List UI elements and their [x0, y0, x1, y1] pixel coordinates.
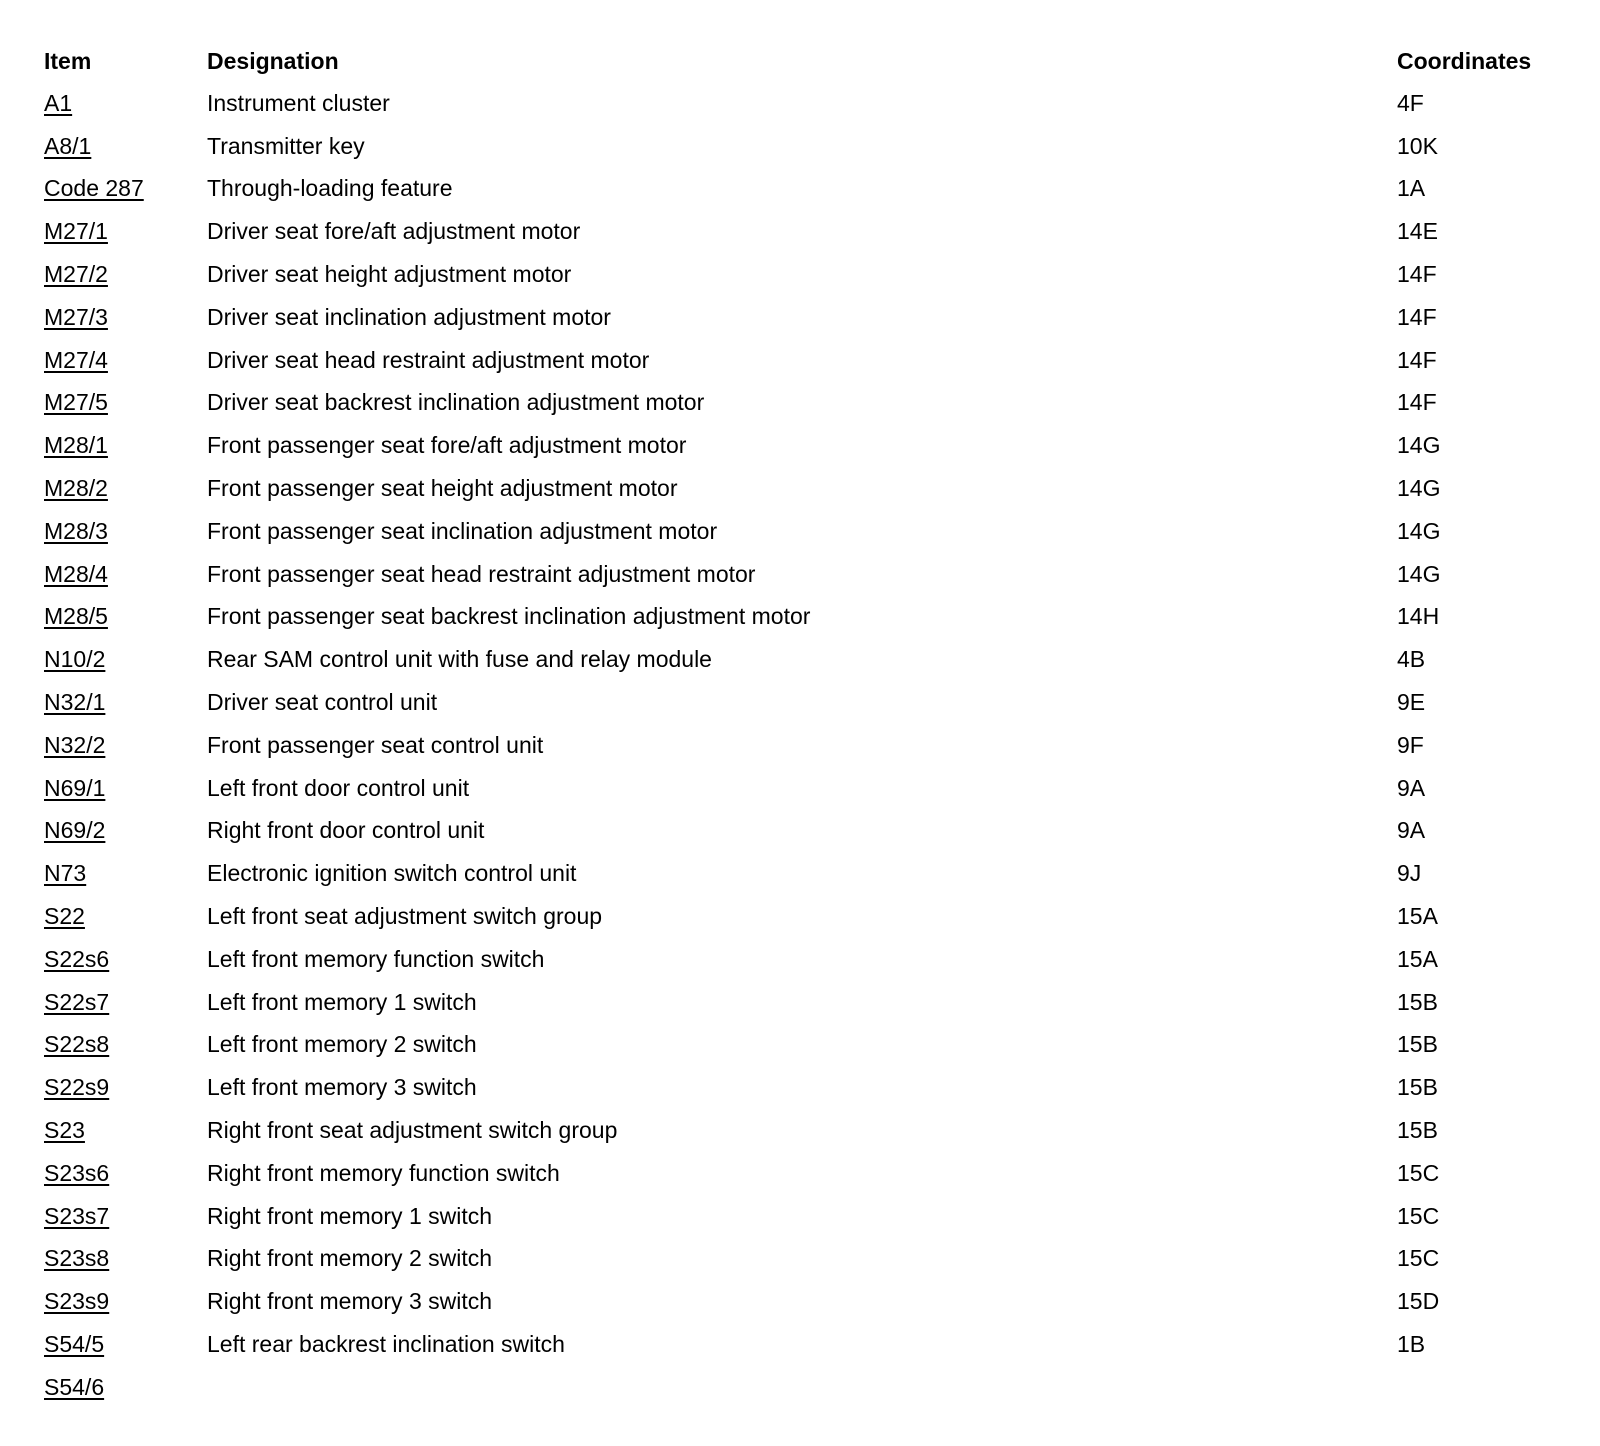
table-row — [44, 125, 1584, 168]
item-link[interactable]: N32/2 — [44, 731, 106, 758]
item-cell — [44, 125, 207, 168]
designation-cell: Through-loading feature — [207, 175, 453, 202]
table-row — [44, 1280, 1584, 1323]
coordinates-cell: 9J — [1397, 860, 1422, 887]
item-link[interactable]: S22s7 — [44, 988, 110, 1015]
table-row — [44, 724, 1584, 767]
coordinates-cell: 14G — [1397, 517, 1441, 544]
designation-cell: Right front door control unit — [207, 817, 485, 844]
item-cell — [44, 168, 207, 211]
designation-cell — [207, 1366, 1397, 1409]
item-cell — [44, 210, 207, 253]
item-link[interactable]: S23s9 — [44, 1288, 110, 1315]
item-cell — [44, 638, 207, 681]
coordinates-cell: 14F — [1397, 261, 1437, 288]
item-link[interactable]: M28/4 — [44, 560, 108, 587]
table-row — [44, 296, 1584, 339]
designation-cell: Left front seat adjustment switch group — [207, 903, 603, 930]
coordinates-cell: 14G — [1397, 560, 1441, 587]
coordinates-cell: 15C — [1397, 1202, 1440, 1229]
table-row — [44, 424, 1584, 467]
item-cell — [44, 852, 207, 895]
table-row — [44, 1024, 1584, 1067]
coordinates-cell: 15D — [1397, 1288, 1440, 1315]
table-row — [44, 1109, 1584, 1152]
coordinates-cell: 15B — [1397, 1117, 1438, 1144]
item-link[interactable]: S23s8 — [44, 1245, 110, 1272]
item-link[interactable]: S23 — [44, 1117, 85, 1144]
item-link[interactable]: S22s8 — [44, 1031, 110, 1058]
item-link[interactable]: Code 287 — [44, 175, 144, 202]
table-row — [44, 767, 1584, 810]
coordinates-cell: 14F — [1397, 389, 1437, 416]
item-link[interactable]: M28/1 — [44, 432, 108, 459]
coordinates-cell — [1397, 1366, 1584, 1409]
table-body — [44, 82, 1584, 1409]
item-link[interactable]: M28/5 — [44, 603, 108, 630]
designation-cell: Right front memory 3 switch — [207, 1288, 493, 1315]
item-link[interactable]: S23s7 — [44, 1202, 110, 1229]
designation-cell: Left rear backrest inclination switch — [207, 1331, 565, 1357]
designation-cell: Front passenger seat backrest inclination adjustment motor — [207, 603, 811, 630]
table-row — [44, 1323, 1584, 1366]
coordinates-cell: 14H — [1397, 603, 1440, 630]
designation-cell: Right front memory 1 switch — [207, 1202, 493, 1229]
item-cell — [44, 553, 207, 596]
designation-cell: Left front memory 1 switch — [207, 988, 477, 1015]
item-link[interactable]: S23s6 — [44, 1159, 110, 1186]
item-cell — [44, 1366, 207, 1409]
designation-cell: Front passenger seat head restraint adjustment motor — [207, 560, 756, 587]
coordinates-cell: 15B — [1397, 1074, 1438, 1101]
table-row — [44, 253, 1584, 296]
table-row — [44, 510, 1584, 553]
coordinates-cell: 4F — [1397, 89, 1424, 116]
coordinates-cell: 15A — [1397, 945, 1438, 972]
coordinates-cell: 14G — [1397, 432, 1441, 459]
item-cell — [44, 981, 207, 1024]
item-cell — [44, 938, 207, 981]
table-row — [44, 1152, 1584, 1195]
designation-cell: Driver seat height adjustment motor — [207, 261, 572, 288]
designation-cell: Left front memory function switch — [207, 945, 545, 972]
coordinates-cell: 15C — [1397, 1245, 1440, 1272]
table-row — [44, 210, 1584, 253]
table-row — [44, 382, 1584, 425]
table-row — [44, 810, 1584, 853]
table-row — [44, 852, 1584, 895]
coordinates-cell: 9A — [1397, 774, 1426, 801]
coordinates-cell: 15C — [1397, 1159, 1440, 1186]
designation-cell: Right front memory 2 switch — [207, 1245, 493, 1272]
table-row — [44, 1195, 1584, 1238]
item-link[interactable]: S22s6 — [44, 945, 110, 972]
item-cell — [44, 424, 207, 467]
designation-cell: Left front memory 3 switch — [207, 1074, 477, 1101]
item-link[interactable]: S22s9 — [44, 1074, 110, 1101]
designation-cell: Driver seat inclination adjustment motor — [207, 303, 611, 330]
designation-cell: Rear SAM control unit with fuse and relay module — [207, 646, 712, 673]
item-link[interactable]: M27/3 — [44, 303, 108, 330]
coordinates-cell: 10K — [1397, 132, 1438, 159]
designation-cell: Driver seat head restraint adjustment motor — [207, 346, 650, 373]
item-cell — [44, 1280, 207, 1323]
item-link[interactable]: N32/1 — [44, 689, 106, 716]
table-row — [44, 895, 1584, 938]
coordinates-cell: 15B — [1397, 988, 1438, 1015]
item-cell — [44, 82, 207, 125]
item-cell — [44, 1323, 207, 1366]
table-row — [44, 339, 1584, 382]
item-link[interactable]: N73 — [44, 860, 87, 887]
item-cell — [44, 596, 207, 639]
designation-cell: Right front seat adjustment switch group — [207, 1117, 618, 1144]
item-cell — [44, 1195, 207, 1238]
header-item: Item — [44, 47, 92, 74]
item-link[interactable]: M27/4 — [44, 346, 108, 373]
item-cell — [44, 1152, 207, 1195]
coordinates-cell: 14F — [1397, 346, 1437, 373]
item-link[interactable]: M28/2 — [44, 475, 108, 502]
designation-cell: Front passenger seat height adjustment motor — [207, 475, 678, 502]
table-row — [44, 82, 1584, 125]
item-link[interactable]: M27/1 — [44, 218, 108, 245]
designation-cell: Transmitter key — [207, 132, 365, 159]
item-cell — [44, 510, 207, 553]
item-link[interactable]: S54/5 — [44, 1331, 105, 1357]
coordinates-cell: 14F — [1397, 303, 1437, 330]
designation-cell: Driver seat backrest inclination adjustment motor — [207, 389, 705, 416]
designation-cell: Driver seat control unit — [207, 689, 438, 716]
table-row — [44, 681, 1584, 724]
table-row — [44, 981, 1584, 1024]
coordinates-cell: 4B — [1397, 646, 1426, 673]
item-cell — [44, 895, 207, 938]
item-cell — [44, 467, 207, 510]
item-cell — [44, 681, 207, 724]
item-cell — [44, 767, 207, 810]
component-legend-table — [44, 40, 1584, 1409]
item-cell — [44, 1238, 207, 1281]
coordinates-cell: 9F — [1397, 731, 1424, 758]
item-cell — [44, 339, 207, 382]
coordinates-cell: 14E — [1397, 218, 1438, 245]
coordinates-cell: 9E — [1397, 689, 1426, 716]
table-row — [44, 938, 1584, 981]
table-row — [44, 638, 1584, 681]
table-row — [44, 467, 1584, 510]
table-row — [44, 168, 1584, 211]
item-cell — [44, 382, 207, 425]
designation-cell: Left front door control unit — [207, 774, 470, 801]
item-link[interactable]: S54/6 — [44, 1373, 105, 1400]
header-designation: Designation — [207, 47, 339, 74]
item-link[interactable]: M27/5 — [44, 389, 108, 416]
coordinates-cell: 14G — [1397, 475, 1441, 502]
header-coordinates: Coordinates — [1397, 47, 1532, 74]
table-row — [44, 1066, 1584, 1109]
coordinates-cell: 1B — [1397, 1331, 1426, 1357]
item-link[interactable]: N69/2 — [44, 817, 106, 844]
item-link[interactable]: M28/3 — [44, 517, 108, 544]
item-link[interactable]: S22 — [44, 903, 85, 930]
table-row — [44, 553, 1584, 596]
designation-cell: Front passenger seat fore/aft adjustment motor — [207, 432, 687, 459]
item-link[interactable]: A1 — [44, 89, 73, 116]
coordinates-cell: 9A — [1397, 817, 1426, 844]
table-row — [44, 1238, 1584, 1281]
item-cell — [44, 810, 207, 853]
table-row — [44, 596, 1584, 639]
coordinates-cell: 15B — [1397, 1031, 1438, 1058]
item-cell — [44, 1109, 207, 1152]
designation-cell: Front passenger seat inclination adjustment motor — [207, 517, 718, 544]
coordinates-cell: 15A — [1397, 903, 1438, 930]
item-cell — [44, 724, 207, 767]
item-link[interactable]: N10/2 — [44, 646, 106, 673]
item-cell — [44, 1066, 207, 1109]
table-row — [44, 1366, 1584, 1409]
designation-cell: Right front memory function switch — [207, 1159, 560, 1186]
designation-cell: Front passenger seat control unit — [207, 731, 544, 758]
designation-cell: Left front memory 2 switch — [207, 1031, 477, 1058]
coordinates-cell: 1A — [1397, 175, 1426, 202]
item-cell — [44, 1024, 207, 1067]
designation-cell: Electronic ignition switch control unit — [207, 860, 577, 887]
item-cell — [44, 296, 207, 339]
item-link[interactable]: M27/2 — [44, 261, 108, 288]
item-link[interactable]: N69/1 — [44, 774, 106, 801]
designation-cell: Driver seat fore/aft adjustment motor — [207, 218, 581, 245]
designation-cell: Instrument cluster — [207, 89, 390, 116]
item-link[interactable]: A8/1 — [44, 132, 92, 159]
item-cell — [44, 253, 207, 296]
header-row — [44, 40, 1584, 82]
